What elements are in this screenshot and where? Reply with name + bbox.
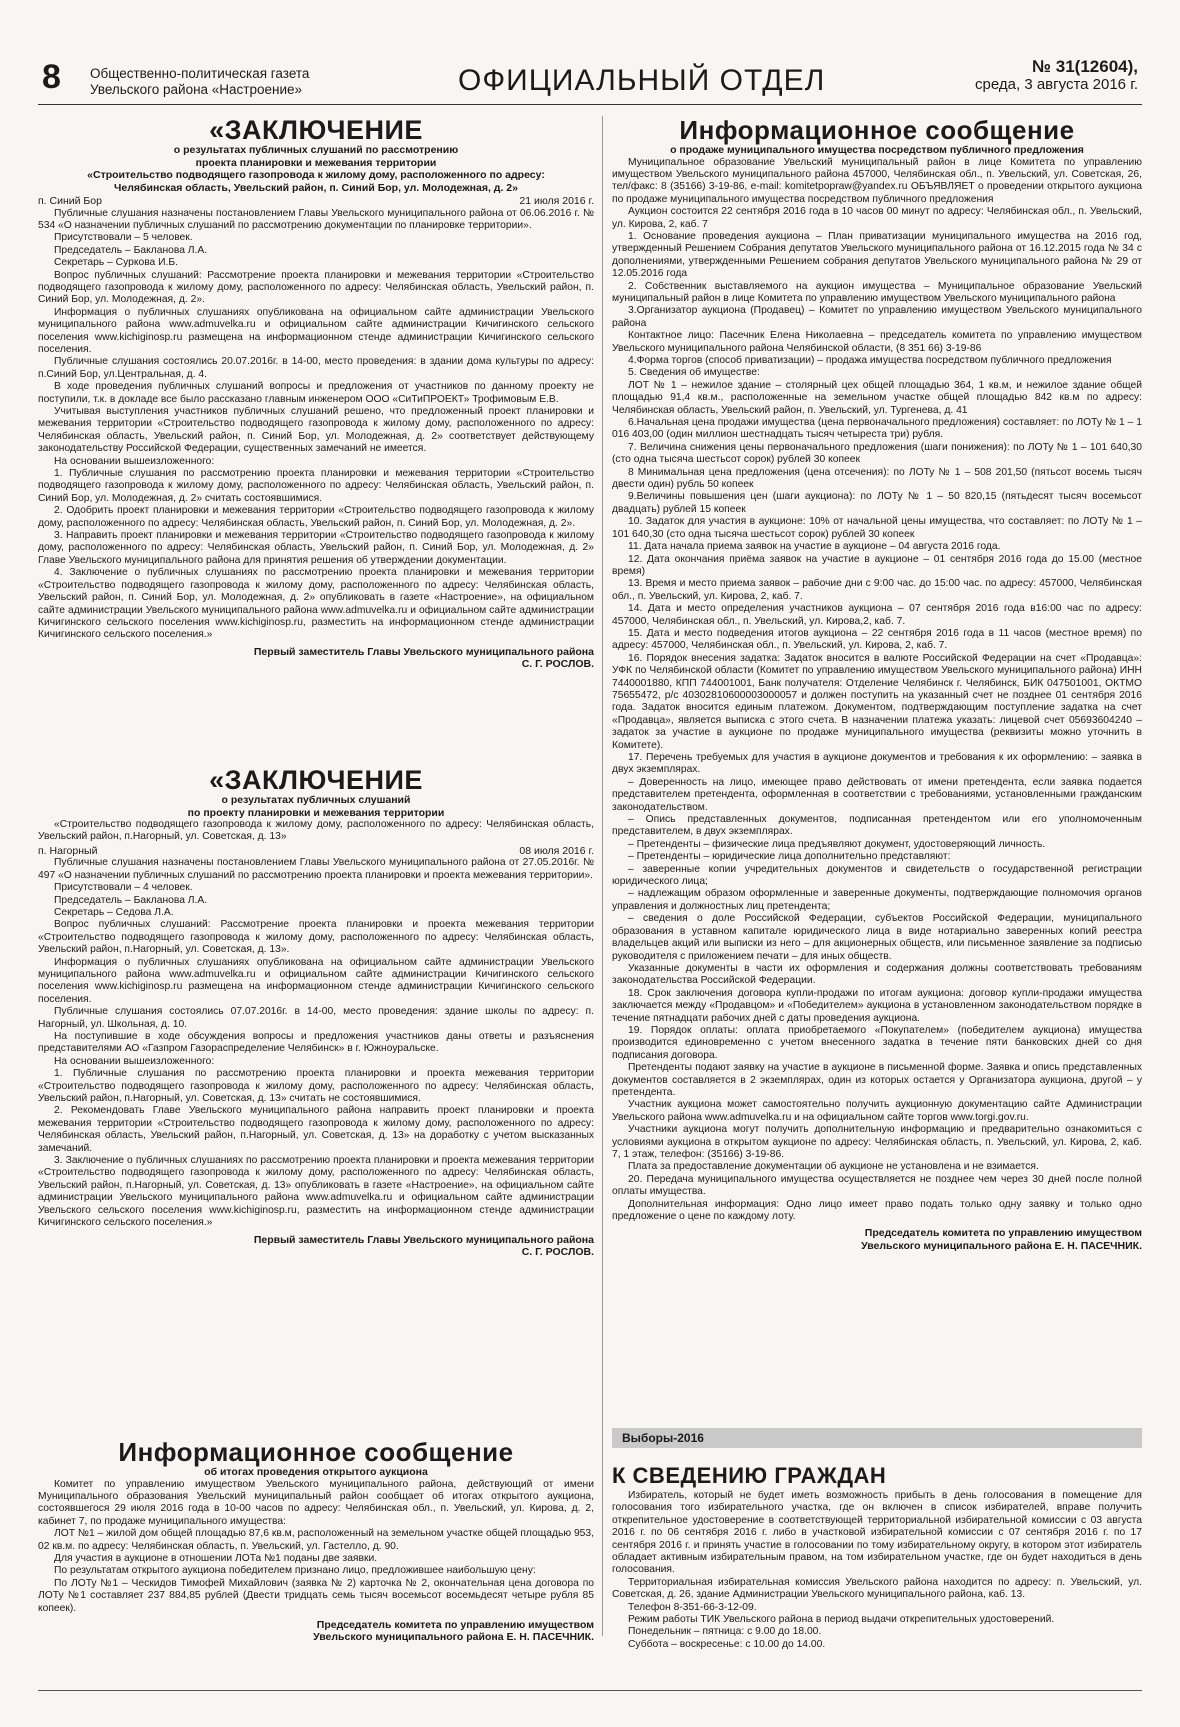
- paragraph: Председатель – Бакланова Л.А.: [54, 894, 208, 906]
- paragraph: Публичные слушания назначены постановлением Главы Увельского муниципального района от 06.06.2016 г. № 534 «О назначении публичных слушаний по рассмотрению документации по планировке территории».: [38, 207, 594, 231]
- paragraph: – Доверенность на лицо, имеющее право действовать от имени претендента, если заявка подается представителем претендента, оформленная в соответствии с требованиями, установленными гражданским законодательством.: [612, 776, 1142, 813]
- subtitle-line: о результатах публичных слушаний по рассмотрению: [173, 144, 459, 156]
- paragraph: – надлежащим образом оформленные и заверенные документы, подтверждающие полномочия органов управления и должностных лиц претендента;: [612, 888, 1142, 912]
- paragraph: На основании вышеизложенного:: [54, 455, 215, 467]
- paragraph: 2. Собственник выставляемого на аукцион имущества – Муниципальное образование Увельский муниципальный район в лице Комитета по управлению имуществом Увельского муниципального района: [612, 280, 1142, 304]
- subtitle-line: Челябинская область, Увельский район, п. Синий Бор, ул. Молодежная, д. 2»: [114, 181, 518, 194]
- paragraph: 12. Дата окончания приёма заявок на участие в аукционе – 01 сентября 2016 года до 15.00 (местное время): [612, 553, 1142, 577]
- signature: [38, 646, 594, 671]
- paragraph: 18. Срок заключения договора купли-продажи по итогам аукциона: договор купли-продажи имущества заключается между «Продавцом» и «Победителем» аукциона в установленном законодательством порядке в течение пятнадцати рабочих дней с даты проведения аукциона.: [612, 987, 1142, 1024]
- paragraph: Плата за предоставление документации об аукционе не установлена и не взимается.: [628, 1161, 1039, 1173]
- paragraph: Режим работы ТИК Увельского района в период выдачи открепительных удостоверений.: [628, 1614, 1055, 1626]
- paragraph: Суббота – воскресенье: с 10.00 до 14.00.: [628, 1638, 826, 1650]
- paragraph: 11. Дата начала приема заявок на участие в аукционе – 04 августа 2016 года.: [628, 541, 1001, 553]
- paragraph: В ходе проведения публичных слушаний вопросы и предложения от участников по данному проекту не поступили, т.к. в докладе все было рассказано главным инженером ООО «СиТиПРОЕКТ» Трофимовым Е.В.: [38, 381, 594, 405]
- paragraph: По ЛОТу №1 – Ческидов Тимофей Михайлович (заявка № 2) карточка № 2, окончательная цена договора по ЛОТу №1 составляет 237 884,85 рублей (Двести тридцать семь тысяч восемьсот восемьдесят четыре рубля 85 копеек).: [38, 1577, 594, 1614]
- paragraph: ЛОТ № 1 – нежилое здание – столярный цех общей площадью 364, 1 кв.м, и нежилое здание общей площадью 91,4 кв.м., расположенные на земельном участке общей площадью 842 кв.м по адресу: Челябинская область, Увельский район, п. Увельский, ул. Тургенева, д. 41: [612, 379, 1142, 416]
- article-body: [612, 1490, 1142, 1651]
- paragraph: 13. Время и место приема заявок – рабочие дни с 9:00 час. до 15:00 час. по адресу: 457000, Челябинская обл., п. Увельский, ул. Кирова, 2, каб. 7.: [612, 578, 1142, 602]
- place: п. Нагорный: [38, 844, 98, 857]
- signature: [612, 1227, 1142, 1252]
- paragraph: Секретарь – Седова Л.А.: [54, 906, 174, 918]
- paragraph: Участники аукциона могут получить дополнительную информацию и предварительно ознакомиться с условиями аукциона в открытом аукционе по адресу: Челябинская область, п. Увельский, ул. Кирова, 2, каб. 7, 1 этаж, телефон: (35166) 3-19-86.: [612, 1124, 1142, 1160]
- paragraph: Публичные слушания состоялись 07.07.2016г. в 14-00, место проведения: здание школы по адресу: п. Нагорный, ул. Школьная, д. 10.: [38, 1006, 594, 1030]
- article-intro: [38, 819, 594, 844]
- signature-position: Председатель комитета по управлению имуществом: [864, 1227, 1142, 1240]
- paragraph: 3. Направить проект планировки и межевания территории «Строительство подводящего газопровода к жилому дому, расположенного по адресу: Челябинская область, Увельский район, п. Синий Бор, ул. Молодежная, д. 2» Главе Увельского муниципального района для принятия решения об утверждении документации.: [38, 530, 594, 566]
- intro-paragraph: «Строительство подводящего газопровода к жилому дому, расположенного по адресу: Челябинская область, Увельский район, п.Нагорный, ул. Советская, д. 13»: [38, 819, 594, 843]
- paragraph: Публичные слушания состоялись 20.07.2016г. в 14-00, место проведения: в здании дома культуры по адресу: п.Синий Бор, ул.Центральная, д. 4.: [38, 356, 594, 380]
- paragraph: 3. Заключение о публичных слушаниях по рассмотрению проекта планировки и проекта межевания территории «Строительство подводящего газопровода к жилому дому, расположенного по адресу: Челябинская область, Увельский район, п.Нагорный, ул. Советская, д. 13» опубликовать в газете «Настроение», на официальном сайте администрации Увельского муниципального района www.admuvelka.ru и официальном сайте администрации Увельского сельского поселения www.kichiginosp.ru, разместить на информационном стенде администрации Кичигинского сельского поселения.»: [38, 1155, 594, 1229]
- article-citizens-notice: [612, 1462, 1142, 1651]
- paper-name: [90, 66, 309, 98]
- paragraph: На поступившие в ходе обсуждения вопросы и предложения участников даны ответы и разъяснения представителями АО «Газпром Газораспределение Челябинск» в г. Южноуральске.: [38, 1031, 594, 1055]
- article-body: [38, 1479, 594, 1615]
- article-title: «ЗАКЛЮЧЕНИЕ: [209, 115, 423, 145]
- paragraph: ЛОТ №1 – жилой дом общей площадью 87,6 кв.м, расположенный на земельном участке общей площадью 953, 02 кв.м. по адресу: Челябинская область, п. Увельский, ул. Гастелло, д. 90.: [38, 1528, 594, 1552]
- paragraph: Информация о публичных слушаниях опубликована на официальном сайте администрации Увельского муниципального района www.admuvelka.ru и официальном сайте администрации Кичигинского сельского поселения www.kichiginosp.ru размещена на информационном стенде администрации Кичигинского сельского поселения.: [38, 956, 594, 1005]
- article-subtitle: о продаже муниципального имущества посредством публичного предложения: [670, 144, 1084, 156]
- paragraph: Присутствовали – 4 человек.: [54, 882, 193, 894]
- paragraph: 8 Минимальная цена предложения (цена отсечения): по ЛОТу № 1 – 508 201,50 (пятьсот восемь тысяч двести один) рубль 50 копеек: [612, 466, 1142, 491]
- paragraph: 2. Рекомендовать Главе Увельского муниципального района направить проект планировки и проекта межевания территории «Строительство подводящего газопровода к жилому дому, расположенного по адресу: Челябинская область, Увельский район, п.Нагорный, ул. Советская, д. 13» на доработку с учетом высказанных замечаний.: [38, 1105, 594, 1154]
- section-title: ОФИЦИАЛЬНЫЙ ОТДЕЛ: [458, 64, 826, 97]
- footer-rule: [38, 1690, 1142, 1691]
- place: п. Синий Бор: [38, 195, 102, 207]
- issue-info: [975, 58, 1138, 94]
- paragraph: Аукцион состоится 22 сентября 2016 года в 10 часов 00 минут по адресу: Челябинская обл., п. Увельский, ул. Кирова, 2, каб. 7: [612, 206, 1142, 230]
- paragraph: Муниципальное образование Увельский муниципальный район в лице Комитета по управлению имуществом Увельского муниципального района 457000, Челябинская обл., п. Увельский, ул. Советская, 26, тел/факс: 8 (35166) 3-19-86, e-mail: komitetpopraw@yandex.ru ОБЪЯВЛЯЕТ о проведении открытого аукциона по продаже муниципального имущества посредством публичного предложения: [612, 156, 1142, 205]
- paragraph: На основании вышеизложенного:: [54, 1055, 215, 1067]
- paragraph: Территориальная избирательная комиссия Увельского района находится по адресу: п. Увельский, ул. Советская, д. 26, здание Администрации Увельского муниципального района, каб. 13.: [612, 1576, 1142, 1601]
- paragraph: Вопрос публичных слушаний: Рассмотрение проекта планировки и проекта межевания территории «Строительство подводящего газопровода к жилому дому, расположенного по адресу: Челябинская область, Увельский район, п.Нагорный, ул. Советская, д. 13».: [38, 919, 594, 956]
- signature-name: Увельского муниципального района Е. Н. ПАСЕЧНИК.: [861, 1239, 1142, 1252]
- paragraph: Указанные документы в части их оформления и содержания должны соответствовать требованиям законодательства Российской Федерации.: [612, 962, 1142, 987]
- paragraph: – заверенные копии учредительных документов и свидетельств о государственной регистрации юридического лица;: [612, 863, 1142, 888]
- paragraph: – Претенденты – физические лица предъявляют документ, удостоверяющий личность.: [628, 838, 1046, 850]
- article-auction-results: [38, 1438, 594, 1644]
- subtitle-line: по проекту планировки и межевания территории: [187, 806, 445, 819]
- article-body: [612, 157, 1142, 1224]
- article-body: [38, 208, 594, 642]
- subtitle-line: о результатах публичных слушаний: [221, 794, 411, 806]
- article-conclusion-nagorny: [38, 766, 594, 1259]
- article-subtitle: [38, 144, 594, 194]
- article-public-offer: [612, 116, 1142, 1252]
- paragraph: По результатам открытого аукциона победителем признано лицо, предложившее наибольшую цену:: [54, 1565, 536, 1577]
- signature: [38, 1619, 594, 1644]
- paragraph: Комитет по управлению имуществом Увельского муниципального района, действующий от имени Муниципального образования Увельский муниципальный район сообщает об итогах открытого аукциона, состоявшегося 29 июля 2016 года в 10-00 часов по адресу: Челябинская обл., п. Увельский, ул. Кирова, д. 2, кабинет 7, по продаже муниципального имущества:: [38, 1478, 594, 1527]
- article-conclusion-siniy-bor: [38, 116, 594, 671]
- article-body: [38, 857, 594, 1229]
- page-number: 8: [42, 58, 61, 96]
- signature-name: Увельского муниципального района Е. Н. ПАСЕЧНИК.: [313, 1631, 594, 1644]
- paragraph: 19. Порядок оплаты: оплата приобретаемого «Покупателем» (победителем аукциона) имущества производится единовременно с учетом внесенного задатка в течение пяти банковских дней со дня подписания договора.: [612, 1024, 1142, 1061]
- paragraph: 9.Величины повышения цен (шаги аукциона): по ЛОТу № 1 – 50 820,15 (пятьдесят тысяч восемьсот двадцать) рублей 15 копеек: [612, 491, 1142, 515]
- rubric-elections: Выборы-2016: [612, 1428, 1142, 1448]
- paragraph: 20. Передача муниципального имущества осуществляется не позднее чем через 30 дней после полной оплаты имущества.: [612, 1173, 1142, 1198]
- paragraph: 5. Сведения об имуществе:: [628, 367, 760, 379]
- paragraph: 10. Задаток для участия в аукционе: 10% от начальной цены имущества, что составляет: по ЛОТу № 1 – 101 640,30 (сто одна тысяча шестьсот сорок) рублей 30 копеек: [612, 516, 1142, 540]
- date: 08 июля 2016 г.: [519, 844, 594, 857]
- place-date-line: [38, 845, 594, 858]
- paper-name-line2: Увельского района «Настроение»: [90, 82, 303, 97]
- signature-position: Председатель комитета по управлению имуществом: [316, 1618, 594, 1631]
- paragraph: Секретарь – Суркова И.Б.: [54, 257, 179, 269]
- paragraph: Контактное лицо: Пасечник Елена Николаевна – председатель комитета по управлению имуществом Увельского муниципального района Челябинской области, (8 351 66) 3-19-86: [612, 330, 1142, 354]
- signature-name: С. Г. РОСЛОВ.: [521, 658, 594, 671]
- paragraph: 1. Основание проведения аукциона – План приватизации муниципального имущества на 2016 год, утвержденный Решением Собрания депутатов Увельского муниципального района от 16.12.2015 года № 34 с дополнениями, утвержденными Решением собрания депутатов Увельского муниципального района № 29 от 12.05.2016 года: [612, 230, 1142, 280]
- paragraph: 1. Публичные слушания по рассмотрению проекта планировки и проекта межевания территории «Строительство подводящего газопровода к жилому дому, расположенного по адресу: Челябинская область, Увельский район, п.Нагорный, ул. Советская, д. 13» считать не состоявшимися.: [38, 1068, 594, 1105]
- date: 21 июля 2016 г.: [519, 195, 594, 207]
- article-title: К СВЕДЕНИЮ ГРАЖДАН: [612, 1463, 887, 1488]
- paragraph: 7. Величина снижения цены первоначального предложения (шаги понижения): по ЛОТу № 1 – 101 640,30 (сто одна тысяча шестьсот сорок) рублей 30 копеек: [612, 441, 1142, 466]
- article-subtitle: об итогах проведения открытого аукциона: [204, 1466, 428, 1478]
- paragraph: 6.Начальная цена продажи имущества (цена первоначального предложения) составляет: по ЛОТу № 1 – 1 016 403,00 (один миллион шестнадцать тысяч четыреста три) рубля.: [612, 417, 1142, 441]
- issue-number: № 31(12604),: [1032, 57, 1138, 76]
- subtitle-line: «Строительство подводящего газопровода к жилому дому, расположенного по адресу:: [87, 169, 545, 181]
- issue-date: среда, 3 августа 2016 г.: [975, 76, 1138, 93]
- paper-name-line1: Общественно-политическая газета: [90, 66, 310, 81]
- paragraph: Вопрос публичных слушаний: Рассмотрение проекта планировки и межевания территории «Строительство подводящего газопровода к жилому дому, расположенного по адресу: Челябинская область, Увельский район, п. Синий Бор, ул. Молодежная, д. 2».: [38, 269, 594, 306]
- paragraph: Участник аукциона может самостоятельно получить аукционную документацию сайте Администрации Увельского района www.admuvelka.ru и на официальном сайте торгов www.torgi.gov.ru.: [612, 1099, 1142, 1123]
- paragraph: 14. Дата и место определения участников аукциона – 07 сентября 2016 года в16:00 час по адресу: 457000, Челябинская обл., п. Увельский, ул. Кирова,2, каб. 7.: [612, 603, 1142, 627]
- signature-name: С. Г. РОСЛОВ.: [521, 1246, 594, 1258]
- article-title: «ЗАКЛЮЧЕНИЕ: [209, 765, 423, 795]
- paragraph: 4.Форма торгов (способ приватизации) – продажа имущества посредством публичного предложения: [628, 355, 1112, 366]
- article-subtitle: [38, 794, 594, 819]
- paragraph: 15. Дата и место подведения итогов аукциона – 22 сентября 2016 года в 11 часов (местное время) по адресу: 457000, Челябинская обл., п. Увельский, ул. Кирова, 2, каб. 7.: [612, 627, 1142, 652]
- paragraph: 4. Заключение о публичных слушаниях по рассмотрению проекта планировки и межевания территории «Строительство подводящего газопровода к жилому дому, расположенного по адресу: Челябинская область, Увельский район, п. Синий Бор, ул. Молодежная, д. 2» опубликовать в газете «Настроение», на официальном сайте администрации Увельского муниципального района www.admuvelka.ru и официальном сайте администрации Кичигинского сельского поселения www.kichiginosp.ru, разместить на информационном стенде администрации Кичигинского сельского поселения.»: [38, 567, 594, 641]
- paragraph: Председатель – Бакланова Л.А.: [54, 244, 208, 256]
- paragraph: – Опись представленных документов, подписанная претендентом или его уполномоченным представителем, в двух экземплярах.: [612, 814, 1142, 838]
- paragraph: Учитывая выступления участников публичных слушаний решено, что предложенный проект планировки и межевания территории «Строительство подводящего газопровода к жилому дому, расположенного по адресу: Челябинская область, Увельский район, п. Синий Бор, ул. Молодежная, д. 2» соответствует действующему законодательству Российской Федерации, существенных замечаний не имеется.: [38, 406, 594, 455]
- paragraph: 2. Одобрить проект планировки и межевания территории «Строительство подводящего газопровода к жилому дому, расположенного по адресу: Челябинская область, Увельский район, п. Синий Бор, ул. Молодежная, д. 2».: [38, 505, 594, 529]
- paragraph: Дополнительная информация: Одно лицо имеет право подать только одну заявку и только одно предложение о цене по каждому лоту.: [612, 1198, 1142, 1223]
- paragraph: Избиратель, который не будет иметь возможность прибыть в день голосования в помещение для голосования того избирательного участка, где он включен в список избирателей, вправе получить открепительное удостоверение в соответствующей территориальной избирательной комиссии с 03 августа 2016 г. по 06 сентября 2016 г. либо в участковой избирательной комиссии с 07 сентября 2016 г. по 17 сентября 2016 г. и принять участие в голосовании по тому избирательному округу, в котором этот избиратель обладает активным избирательным правом, на том избирательном участке, где он будет находиться в день голосования.: [612, 1490, 1142, 1576]
- masthead: [38, 54, 1142, 105]
- signature: [38, 1234, 594, 1259]
- paragraph: – Претенденты – юридические лица дополнительно представляют:: [628, 851, 951, 863]
- subtitle-line: проекта планировки и межевания территории: [195, 156, 437, 169]
- column-divider: [602, 116, 603, 1636]
- article-title: Информационное сообщение: [679, 115, 1075, 145]
- paragraph: 17. Перечень требуемых для участия в аукционе документов и требования к их оформлению: – заявка в двух экземплярах.: [612, 752, 1142, 776]
- paragraph: Публичные слушания назначены постановлением Главы Увельского муниципального района от 27.05.2016г. № 497 «О назначении публичных слушаний по рассмотрению проекта планировки и проекта межевания территории».: [38, 857, 594, 881]
- paragraph: 16. Порядок внесения задатка: Задаток вносится в валюте Российской Федерации на счет «Продавца»: УФК по Челябинской области (Комитет по управлению имуществом Увельского муниципального района) ИНН 7440001880, КПП 744001001, Банк получателя: Отделение Челябинск г. Челябинск, БИК 047501001, ОКТМО 75655472, р/с 40302810600003000057 и должен поступить на указанный счет не позднее 01 сентября 2016 года. Задаток вносится единым платежом. Документом, подтверждающим поступление задатка на счет «Продавца», является выписка с этого счета. В назначении платежа указать: лицевой счет 05693604240 – задаток за участие в аукционе по продаже муниципального имущества (реквизиты можно уточнить в Комитете).: [612, 652, 1142, 751]
- signature-position: Первый заместитель Главы Увельского муниципального района: [253, 1233, 594, 1246]
- article-title: Информационное сообщение: [118, 1437, 514, 1467]
- signature-position: Первый заместитель Главы Увельского муниципального района: [253, 645, 594, 658]
- paragraph: 1. Публичные слушания по рассмотрению проекта планировки и межевания территории «Строительство подводящего газопровода к жилому дому, расположенного по адресу: Челябинская область, Увельский район, п. Синий Бор, ул. Молодежная, д. 2» считать состоявшимися.: [38, 468, 594, 504]
- place-date-line: [38, 195, 594, 208]
- paragraph: Телефон 8-351-66-3-12-09.: [628, 1601, 757, 1613]
- paragraph: Для участия в аукционе в отношении ЛОТа №1 поданы две заявки.: [54, 1552, 378, 1564]
- paragraph: – сведения о доле Российской Федерации, субъектов Российской Федерации, муниципального образования в уставном капитале юридического лица в виде нотариально заверенных копий реестра владельцев акций или выписки из него – для акционерных обществ, или письменное заявление за подписью руководителя с приложением печати – для иных обществ.: [612, 913, 1142, 962]
- paragraph: Претенденты подают заявку на участие в аукционе в письменной форме. Заявка и опись представленных документов составляется в 2 экземплярах, один из которых остается у Организатора аукциона, другой – у претендента.: [612, 1062, 1142, 1098]
- paragraph: Понедельник – пятница: с 9.00 до 18.00.: [628, 1626, 822, 1638]
- paragraph: 3.Организатор аукциона (Продавец) – Комитет по управлению имуществом Увельского муниципального района: [612, 305, 1142, 329]
- paragraph: Информация о публичных слушаниях опубликована на официальном сайте администрации Увельского муниципального района www.admuvelka.ru и официальном сайте администрации Кичигинского сельского поселения www.kichiginosp.ru размещена на информационном стенде администрации Кичигинского сельского поселения.: [38, 306, 594, 355]
- paragraph: Присутствовали – 5 человек.: [54, 232, 193, 244]
